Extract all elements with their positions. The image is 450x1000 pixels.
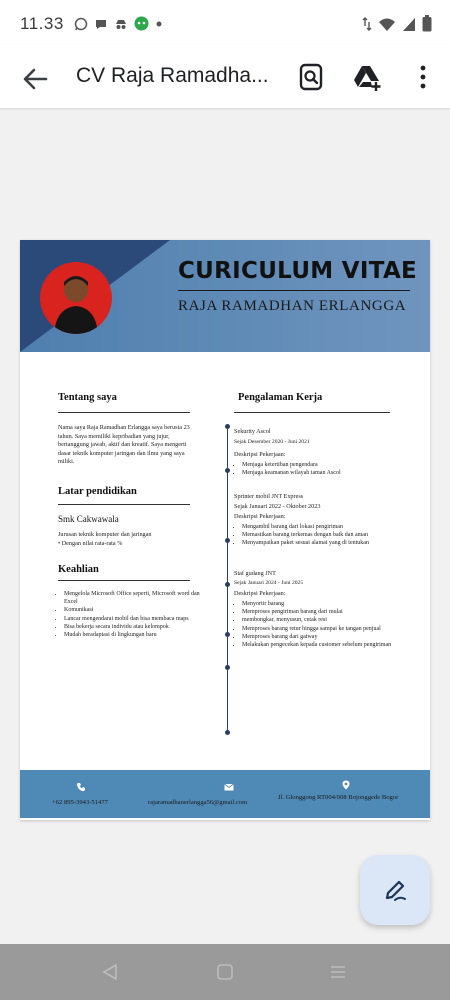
list-item: • Komunikasi: [64, 606, 214, 614]
list-item: • Mudah beradaptasi di lingkungan baru: [64, 631, 214, 639]
about-heading: Tentang saya: [58, 392, 117, 403]
profile-photo: [40, 262, 112, 334]
back-triangle-icon[interactable]: [100, 962, 120, 982]
list-item: • membongkar, menyusun, cetak resi: [242, 616, 422, 624]
signal-icon: [402, 16, 416, 32]
incognito-icon: [114, 17, 128, 31]
timeline-dot: [225, 424, 230, 429]
document-title: CV Raja Ramadha...: [76, 64, 269, 87]
chat-icon: [94, 17, 108, 31]
job-desc-label: Deskripsi Pekerjaan:: [234, 590, 286, 597]
education-rule: [58, 504, 190, 505]
timeline-dot: [225, 665, 230, 670]
list-item: • Melakukan pengecekan kepada customer sebelum pengiriman: [242, 641, 422, 649]
timeline-dot: [225, 730, 230, 735]
more-vert-icon[interactable]: [408, 62, 438, 92]
timeline-dot: [225, 538, 230, 543]
cv-footer: [20, 770, 430, 818]
education-school: Smk Cakwawala: [58, 514, 119, 524]
home-square-icon[interactable]: [215, 962, 235, 982]
status-time: 11.33: [20, 14, 64, 33]
edit-fab-button[interactable]: [360, 855, 430, 925]
cv-name: RAJA RAMADHAN ERLANGGA: [178, 298, 407, 314]
education-detail-1: Jurusan teknik komputer dan jaringan: [58, 531, 152, 538]
skills-heading: Keahlian: [58, 564, 99, 575]
list-item: • Memastikan barang terkemas dengan baik dan aman: [242, 531, 422, 539]
job-title: Sprinter mobil JNT Express: [234, 493, 304, 500]
about-text: Nama saya Raja Ramadhan Erlangga saya berusia 23 tahun. Saya memiliki kepribadian yang jujur, bertanggung jawab, aktif dan kreatif. Saya mengerti dasar teknik komputer jaringan dan ilmu yang saya miliki.: [58, 424, 190, 466]
education-detail-2: • Dengan nilai rata-rata %: [58, 540, 123, 547]
whatsapp-icon: [74, 17, 88, 31]
data-arrows-icon: [362, 16, 372, 32]
list-item: • Menjaga keamanan wilayah taman Ascol: [242, 469, 412, 477]
recents-icon[interactable]: [328, 962, 348, 982]
app-bar: [0, 48, 450, 108]
footer-phone: +62 895-3943-51477: [52, 799, 108, 806]
list-item: • Memproses pengiriman barang dari mulai: [242, 608, 422, 616]
game-icon: [134, 16, 149, 31]
list-item: • Bisa bekerja secara individu atau kelompok: [64, 623, 214, 631]
job-items: [232, 600, 422, 649]
system-nav-bar: [0, 944, 450, 1000]
experience-heading: Pengalaman Kerja: [238, 392, 323, 403]
system-icons: [362, 15, 432, 32]
back-arrow-icon[interactable]: [20, 64, 50, 94]
experience-rule: [234, 412, 390, 413]
dot-icon: [155, 20, 163, 28]
list-item: • Menyortir barang: [242, 600, 422, 608]
job-items: [232, 461, 412, 477]
footer-email: rajaramadhanerlangga56@gmail.com: [148, 799, 248, 806]
timeline-dot: [225, 468, 230, 473]
job-period: Sejak Januari 2022 - Oktober 2023: [234, 503, 321, 510]
header-divider: [178, 290, 410, 291]
list-item: • Menyampaikan paket sesuai alamat yang di tentukan: [242, 539, 422, 547]
about-rule: [58, 412, 190, 413]
list-item: • Memproses barang dari gatway: [242, 633, 422, 641]
drive-add-icon[interactable]: [352, 62, 382, 92]
footer-address: Jl. Glonggong RT004/008 Bojonggede Bogor: [278, 794, 399, 801]
education-heading: Latar pendidikan: [58, 486, 137, 497]
wifi-icon: [378, 16, 396, 32]
phone-icon: [76, 782, 86, 792]
job-period: Sejak Januari 2024 - Juni 2025: [234, 580, 304, 586]
list-item: • Lancar mengendarai mobil dan bisa membaca maps: [64, 615, 214, 623]
edit-pen-icon: [382, 877, 408, 903]
job-items: [232, 523, 422, 548]
cv-title: CURICULUM VITAE: [178, 258, 418, 284]
document-page[interactable]: [20, 240, 430, 820]
job-title: Sekurity Ascol: [234, 428, 271, 435]
job-desc-label: Deskripsi Pekerjaan:: [234, 513, 286, 520]
skills-list: [54, 590, 214, 639]
job-title: Staf gudang JNT: [234, 570, 276, 577]
list-item: • Mengambil barang dari lokasi pengiriman: [242, 523, 422, 531]
timeline-dot: [225, 582, 230, 587]
timeline-dot: [225, 632, 230, 637]
status-bar: [0, 0, 450, 48]
list-item: • Memproses barang retur hingga sampai ke tangan penjual: [242, 625, 422, 633]
cv-header: [20, 240, 430, 352]
lens-search-icon[interactable]: [296, 62, 326, 92]
mail-icon: [224, 782, 234, 792]
list-item: • Mengelola Microsoft Office seperti, Microsoft word dan Excel: [64, 590, 214, 606]
location-pin-icon: [341, 780, 351, 790]
notification-icons: [74, 16, 163, 31]
skills-rule: [58, 580, 190, 581]
list-item: • Menjaga ketertiban pengendara: [242, 461, 412, 469]
job-desc-label: Deskripsi Pekerjaan:: [234, 451, 286, 458]
job-period: Sejak Desember 2020 - Juni 2021: [234, 439, 310, 445]
battery-icon: [422, 15, 432, 32]
